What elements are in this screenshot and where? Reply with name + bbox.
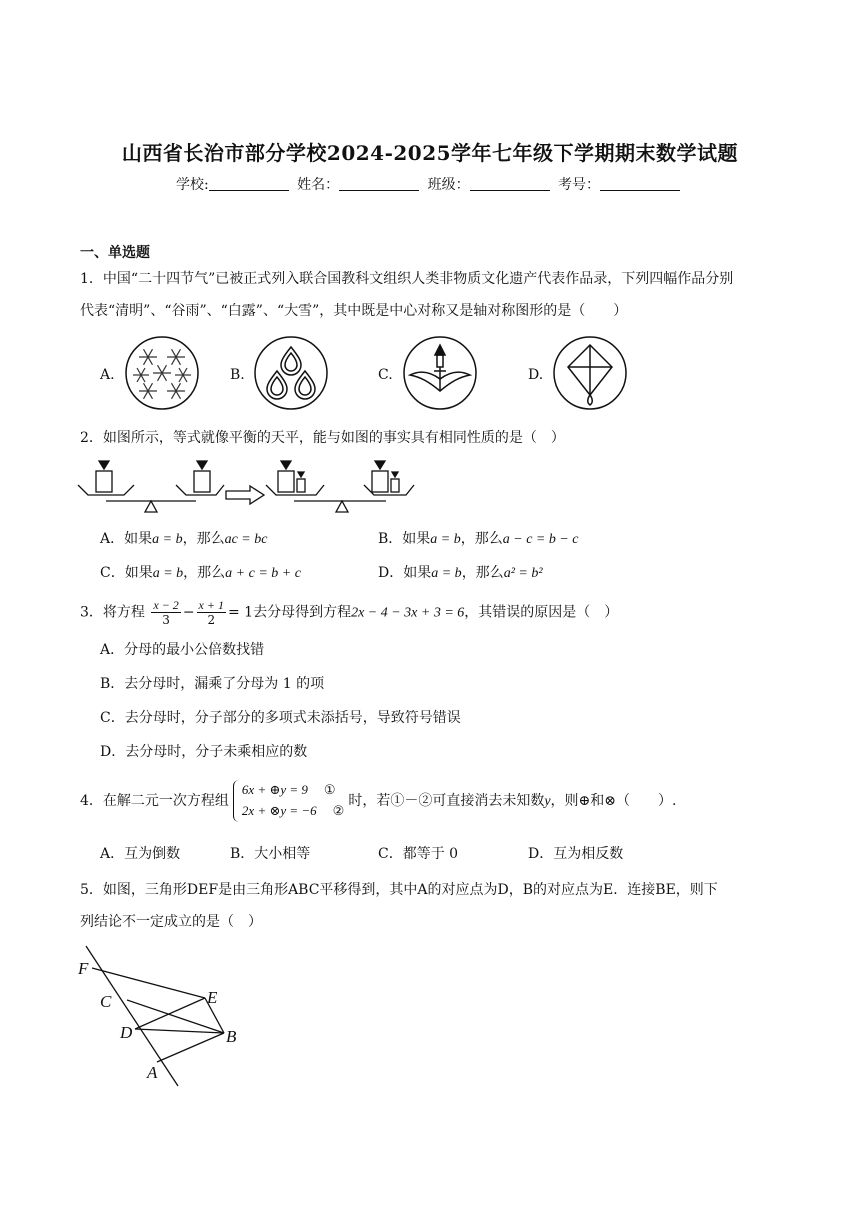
student-info — [0, 174, 860, 194]
q1-option-b-label: B. — [230, 367, 245, 383]
q3-option-d[interactable]: D．去分母时，分子未乘相应的数 — [100, 744, 308, 760]
q3-fraction-2: $\frac{x + 1}{2}$ — [198, 598, 224, 627]
class-blank[interactable] — [470, 176, 550, 191]
exam-no-blank[interactable] — [600, 176, 680, 191]
q3-option-c[interactable]: C．去分母时，分子部分的多项式未添括号，导致符号错误 — [100, 710, 461, 726]
section-heading: 一、单选题 — [80, 245, 150, 261]
q1-option-a-label: A. — [100, 367, 115, 383]
point-d-label: D — [120, 1023, 133, 1042]
point-f-label: F — [78, 959, 89, 978]
page-title: 山西省长治市部分学校2024-2025学年七年级下学期期末数学试题 — [121, 141, 739, 165]
exam-no-label: 考号： — [558, 177, 601, 193]
school-label: 学校: — [175, 177, 209, 193]
q1-option-c-label: C. — [378, 367, 393, 383]
q1-option-d-label: D. — [528, 367, 544, 383]
q3-option-a[interactable]: A．分母的最小公倍数找错 — [100, 642, 265, 658]
q5-line1: 5．如图，三角形DEF是由三角形ABC平移得到，其中A的对应点为D，B的对应点为E．连接BE，则下 — [80, 882, 718, 898]
q3-option-b[interactable]: B．去分母时，漏乘了分母为 1 的项 — [100, 676, 325, 692]
name-label: 姓名： — [297, 177, 340, 193]
q2-option-d[interactable]: D．如果a = b，那么a² = b² — [378, 565, 543, 581]
q1-line2: 代表“清明”、“谷雨”、“白露”、“大雪”，其中既是中心对称又是轴对称图形的是（ ） — [80, 303, 628, 319]
q2-option-b[interactable]: B．如果a = b，那么a − c = b − c — [378, 531, 579, 547]
school-blank[interactable] — [209, 176, 289, 191]
class-label: 班级： — [427, 177, 470, 193]
q5-line2: 列结论不一定成立的是（ ） — [80, 914, 262, 930]
bird-lamp-icon — [402, 335, 478, 411]
q3-stem: 3．将方程 $\frac{x - 2}{3}$ − $\frac{x + 1}{2}$ = 1去分母得到方程2x − 4 − 3x + 3 = 6，其错误的原因是（ ） — [80, 598, 619, 627]
q4-option-d[interactable]: D．互为相反数 — [528, 846, 624, 862]
kite-icon — [552, 335, 628, 411]
name-blank[interactable] — [339, 176, 419, 191]
balance-scale-figure — [76, 455, 416, 519]
q3-fraction-1: $\frac{x - 2}{3}$ — [153, 598, 179, 627]
q4-stem: 4．在解二元一次方程组 6x + ⊕y = 9 ① 2x + ⊗y = −6 ② 时，若①－②可直接消去未知数y，则⊕和⊗（ ）. — [80, 780, 676, 822]
point-a-label: A — [147, 1063, 158, 1082]
point-c-label: C — [100, 992, 112, 1011]
water-drops-icon — [253, 335, 329, 411]
q4-equation-system: 6x + ⊕y = 9 ① 2x + ⊗y = −6 ② — [233, 780, 344, 822]
q2-option-a[interactable]: A．如果a = b，那么ac = bc — [100, 531, 268, 547]
point-b-label: B — [226, 1027, 237, 1046]
q4-option-c[interactable]: C．都等于 0 — [378, 846, 459, 862]
q4-option-b[interactable]: B．大小相等 — [230, 846, 311, 862]
q2-option-c[interactable]: C．如果a = b，那么a + c = b + c — [100, 565, 301, 581]
translation-triangle-figure — [72, 940, 252, 1090]
q1-line1: 1．中国“二十四节气”已被正式列入联合国教科文组织人类非物质文化遗产代表作品录，下列四幅作品分别 — [80, 271, 734, 287]
point-e-label: E — [207, 988, 218, 1007]
snowflake-icon — [124, 335, 200, 411]
q2-stem: 2．如图所示，等式就像平衡的天平，能与如图的事实具有相同性质的是（ ） — [80, 430, 565, 446]
q4-option-a[interactable]: A．互为倒数 — [100, 846, 181, 862]
